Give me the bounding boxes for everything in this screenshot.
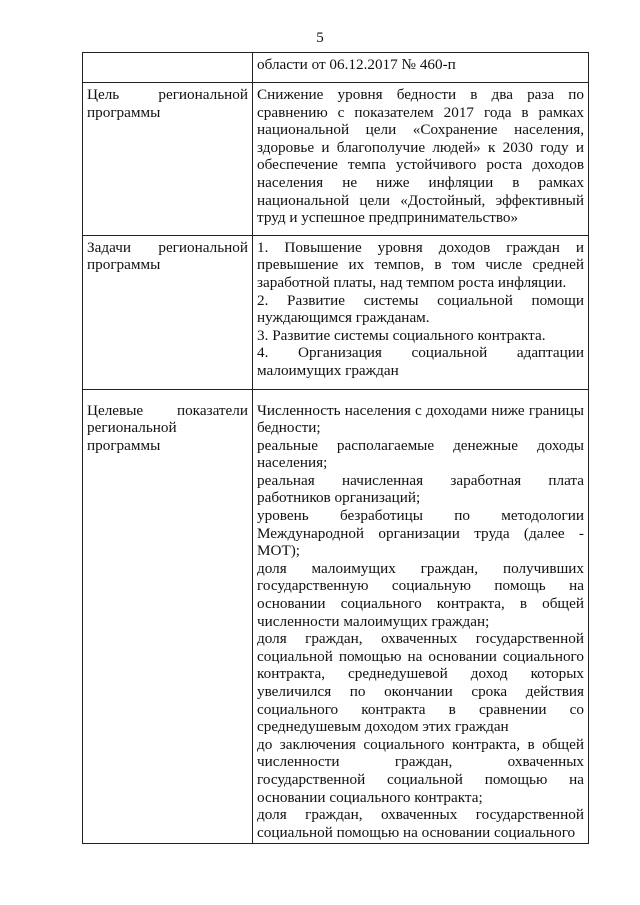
indicator-item: доля малоимущих граждан, получивших государственную социальную помощь на основании социального контракта, в общей численности малоимущих граждан; [257, 559, 584, 630]
indicator-item: реальная начисленная заработная плата работников организаций; [257, 471, 584, 507]
row-label [83, 235, 253, 389]
program-passport-table [82, 52, 589, 844]
row-label [83, 83, 253, 236]
task-item: 3. Развитие системы социального контракта. [257, 326, 546, 344]
indicator-item: доля граждан, охваченных государственной социальной помощью на основании социального [257, 806, 584, 841]
table-row [83, 53, 589, 83]
task-item: 1. Повышение уровня доходов граждан и превышение их темпов, в том числе средней заработной платы, над темпом роста инфляции. [257, 238, 584, 291]
indicator-item: уровень безработицы по методологии Международной организации труда (далее - МОТ); [257, 507, 584, 560]
table-row [83, 389, 589, 844]
indicator-item: Численность населения с доходами ниже границы бедности; [257, 401, 584, 437]
goal-text: Снижение уровня бедности в два раза по сравнению с показателем 2017 года в рамках национальной цели «Сохранение населения, здоровье и благополучие людей» к 2030 году и обеспечение темпа устойчивого роста доходов населения не ниже инфляции в рамках национальной цели «Достойный, эффективный труд и успешное предпринимательство» [257, 86, 584, 227]
row-content [253, 53, 589, 83]
indicator-item: доля граждан, охваченных государственной социальной помощью на основании социального контракта, среднедушевой доход которых увеличился по окончании срока действия социального контракта в сравнении со среднедушевым доходом этих граждан [257, 630, 584, 736]
task-item: 4. Организация социальной адаптации малоимущих граждан [257, 344, 584, 379]
row-label [83, 389, 253, 844]
row-content [253, 235, 589, 389]
row-label-empty [83, 53, 253, 83]
tasks-label: Задачи региональной программы [87, 238, 248, 274]
table-row [83, 83, 589, 236]
decree-reference: области от 06.12.2017 № 460-п [257, 56, 456, 73]
page-number: 5 [316, 30, 324, 46]
indicator-item: до заключения социального контракта, в общей численности граждан, охваченных государственной социальной помощью на основании социального контракта; [257, 735, 584, 806]
goal-label: Цель региональной программы [87, 86, 248, 121]
row-content [253, 389, 589, 844]
row-content [253, 83, 589, 236]
table-row [83, 235, 589, 389]
task-item: 2. Развитие системы социальной помощи нуждающимся гражданам. [257, 291, 584, 327]
indicator-item: реальные располагаемые денежные доходы населения; [257, 436, 584, 472]
indicators-label: Целевые показатели региональной программы [87, 401, 248, 454]
